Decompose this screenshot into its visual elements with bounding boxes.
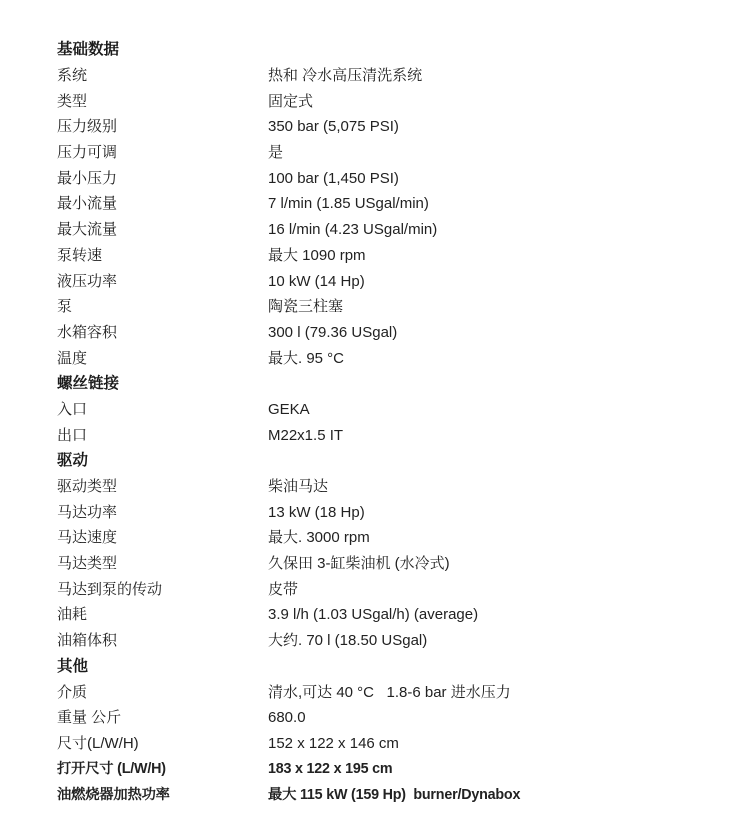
spec-row-motor-pump-transmission	[57, 576, 707, 602]
section-title-basic-data: 基础数据	[57, 41, 120, 59]
spec-row-pump-speed	[57, 243, 707, 269]
section-title-drive: 驱动	[57, 452, 89, 470]
row-label: 马达到泵的传动	[57, 580, 163, 598]
spec-row-open-dimensions	[57, 756, 707, 782]
spec-row-medium	[57, 679, 707, 705]
section-title-screw-connection: 螺丝链接	[57, 375, 120, 393]
row-label: 水箱容积	[57, 323, 118, 341]
row-label: 温度	[57, 349, 88, 367]
spec-row-motor-power	[57, 499, 707, 525]
row-value: 最大 1090 rpm	[268, 246, 366, 264]
row-value: 680.0	[268, 709, 306, 727]
row-value: 300 l (79.36 USgal)	[268, 323, 398, 341]
row-label: 出口	[57, 426, 88, 444]
spec-row-pump	[57, 294, 707, 320]
row-label: 驱动类型	[57, 478, 118, 496]
row-value: 是	[268, 144, 284, 162]
spec-row-hydraulic-power	[57, 268, 707, 294]
row-label: 马达功率	[57, 503, 118, 521]
row-value: 13 kW (18 Hp)	[268, 503, 365, 521]
row-label: 马达速度	[57, 529, 118, 547]
spec-row-dimensions	[57, 731, 707, 757]
spec-row-motor-type	[57, 551, 707, 577]
row-label: 压力可调	[57, 144, 118, 162]
row-label: 泵	[57, 298, 73, 316]
row-value: 10 kW (14 Hp)	[268, 272, 365, 290]
row-label: 泵转速	[57, 246, 103, 264]
row-value: M22x1.5 IT	[268, 426, 344, 444]
row-label: 打开尺寸 (L/W/H)	[57, 760, 166, 777]
spec-sheet	[57, 37, 707, 808]
spec-row-min-pressure	[57, 165, 707, 191]
row-value: 陶瓷三柱塞	[268, 298, 344, 316]
row-value: 大约. 70 l (18.50 USgal)	[268, 632, 428, 650]
row-label: 液压功率	[57, 272, 118, 290]
row-label: 最大流量	[57, 221, 118, 239]
row-value: 100 bar (1,450 PSI)	[268, 169, 399, 187]
spec-row-min-flow	[57, 191, 707, 217]
row-value: 152 x 122 x 146 cm	[268, 734, 399, 752]
row-value: 热和 冷水高压清洗系统	[268, 67, 423, 85]
spec-row-fuel-tank-volume	[57, 628, 707, 654]
row-value: GEKA	[268, 400, 310, 418]
spec-row-motor-speed	[57, 525, 707, 551]
spec-row-inlet	[57, 397, 707, 423]
row-label: 系统	[57, 67, 88, 85]
spec-row-pressure-adjustable	[57, 140, 707, 166]
row-value: 久保田 3-缸柴油机 (水冷式)	[268, 555, 450, 573]
row-value: 16 l/min (4.23 USgal/min)	[268, 221, 438, 239]
row-value: 3.9 l/h (1.03 USgal/h) (average)	[268, 606, 479, 624]
spec-row-temperature	[57, 345, 707, 371]
row-value: 清水,可达 40 °C 1.8-6 bar 进水压力	[268, 683, 511, 701]
row-label: 马达类型	[57, 555, 118, 573]
row-label: 油箱体积	[57, 632, 118, 650]
row-label: 最小压力	[57, 169, 118, 187]
row-label: 重量 公斤	[57, 709, 122, 727]
spec-row-fuel-consumption	[57, 602, 707, 628]
spec-row-type	[57, 88, 707, 114]
row-label: 介质	[57, 683, 88, 701]
row-label: 压力级别	[57, 118, 118, 136]
spec-row-drive-type	[57, 474, 707, 500]
row-value: 柴油马达	[268, 478, 329, 496]
row-label: 尺寸(L/W/H)	[57, 734, 139, 752]
spec-row-pressure-class	[57, 114, 707, 140]
row-value: 皮带	[268, 580, 299, 598]
row-value: 最大 115 kW (159 Hp) burner/Dynabox	[268, 786, 521, 803]
spec-row-outlet	[57, 422, 707, 448]
row-value: 固定式	[268, 92, 314, 110]
row-value: 最大. 3000 rpm	[268, 529, 370, 547]
row-label: 油耗	[57, 606, 88, 624]
row-label: 类型	[57, 92, 88, 110]
spec-row-weight-kg	[57, 705, 707, 731]
row-value: 7 l/min (1.85 USgal/min)	[268, 195, 429, 213]
row-label: 入口	[57, 400, 88, 418]
row-value: 183 x 122 x 195 cm	[268, 760, 393, 777]
row-label: 最小流量	[57, 195, 118, 213]
row-label: 油燃烧器加热功率	[57, 786, 170, 803]
spec-row-burner-heating-power	[57, 782, 707, 808]
row-value: 最大. 95 °C	[268, 349, 345, 367]
section-title-other: 其他	[57, 657, 89, 675]
row-value: 350 bar (5,075 PSI)	[268, 118, 399, 136]
spec-row-system	[57, 63, 707, 89]
spec-row-tank-capacity	[57, 320, 707, 346]
spec-row-max-flow	[57, 217, 707, 243]
